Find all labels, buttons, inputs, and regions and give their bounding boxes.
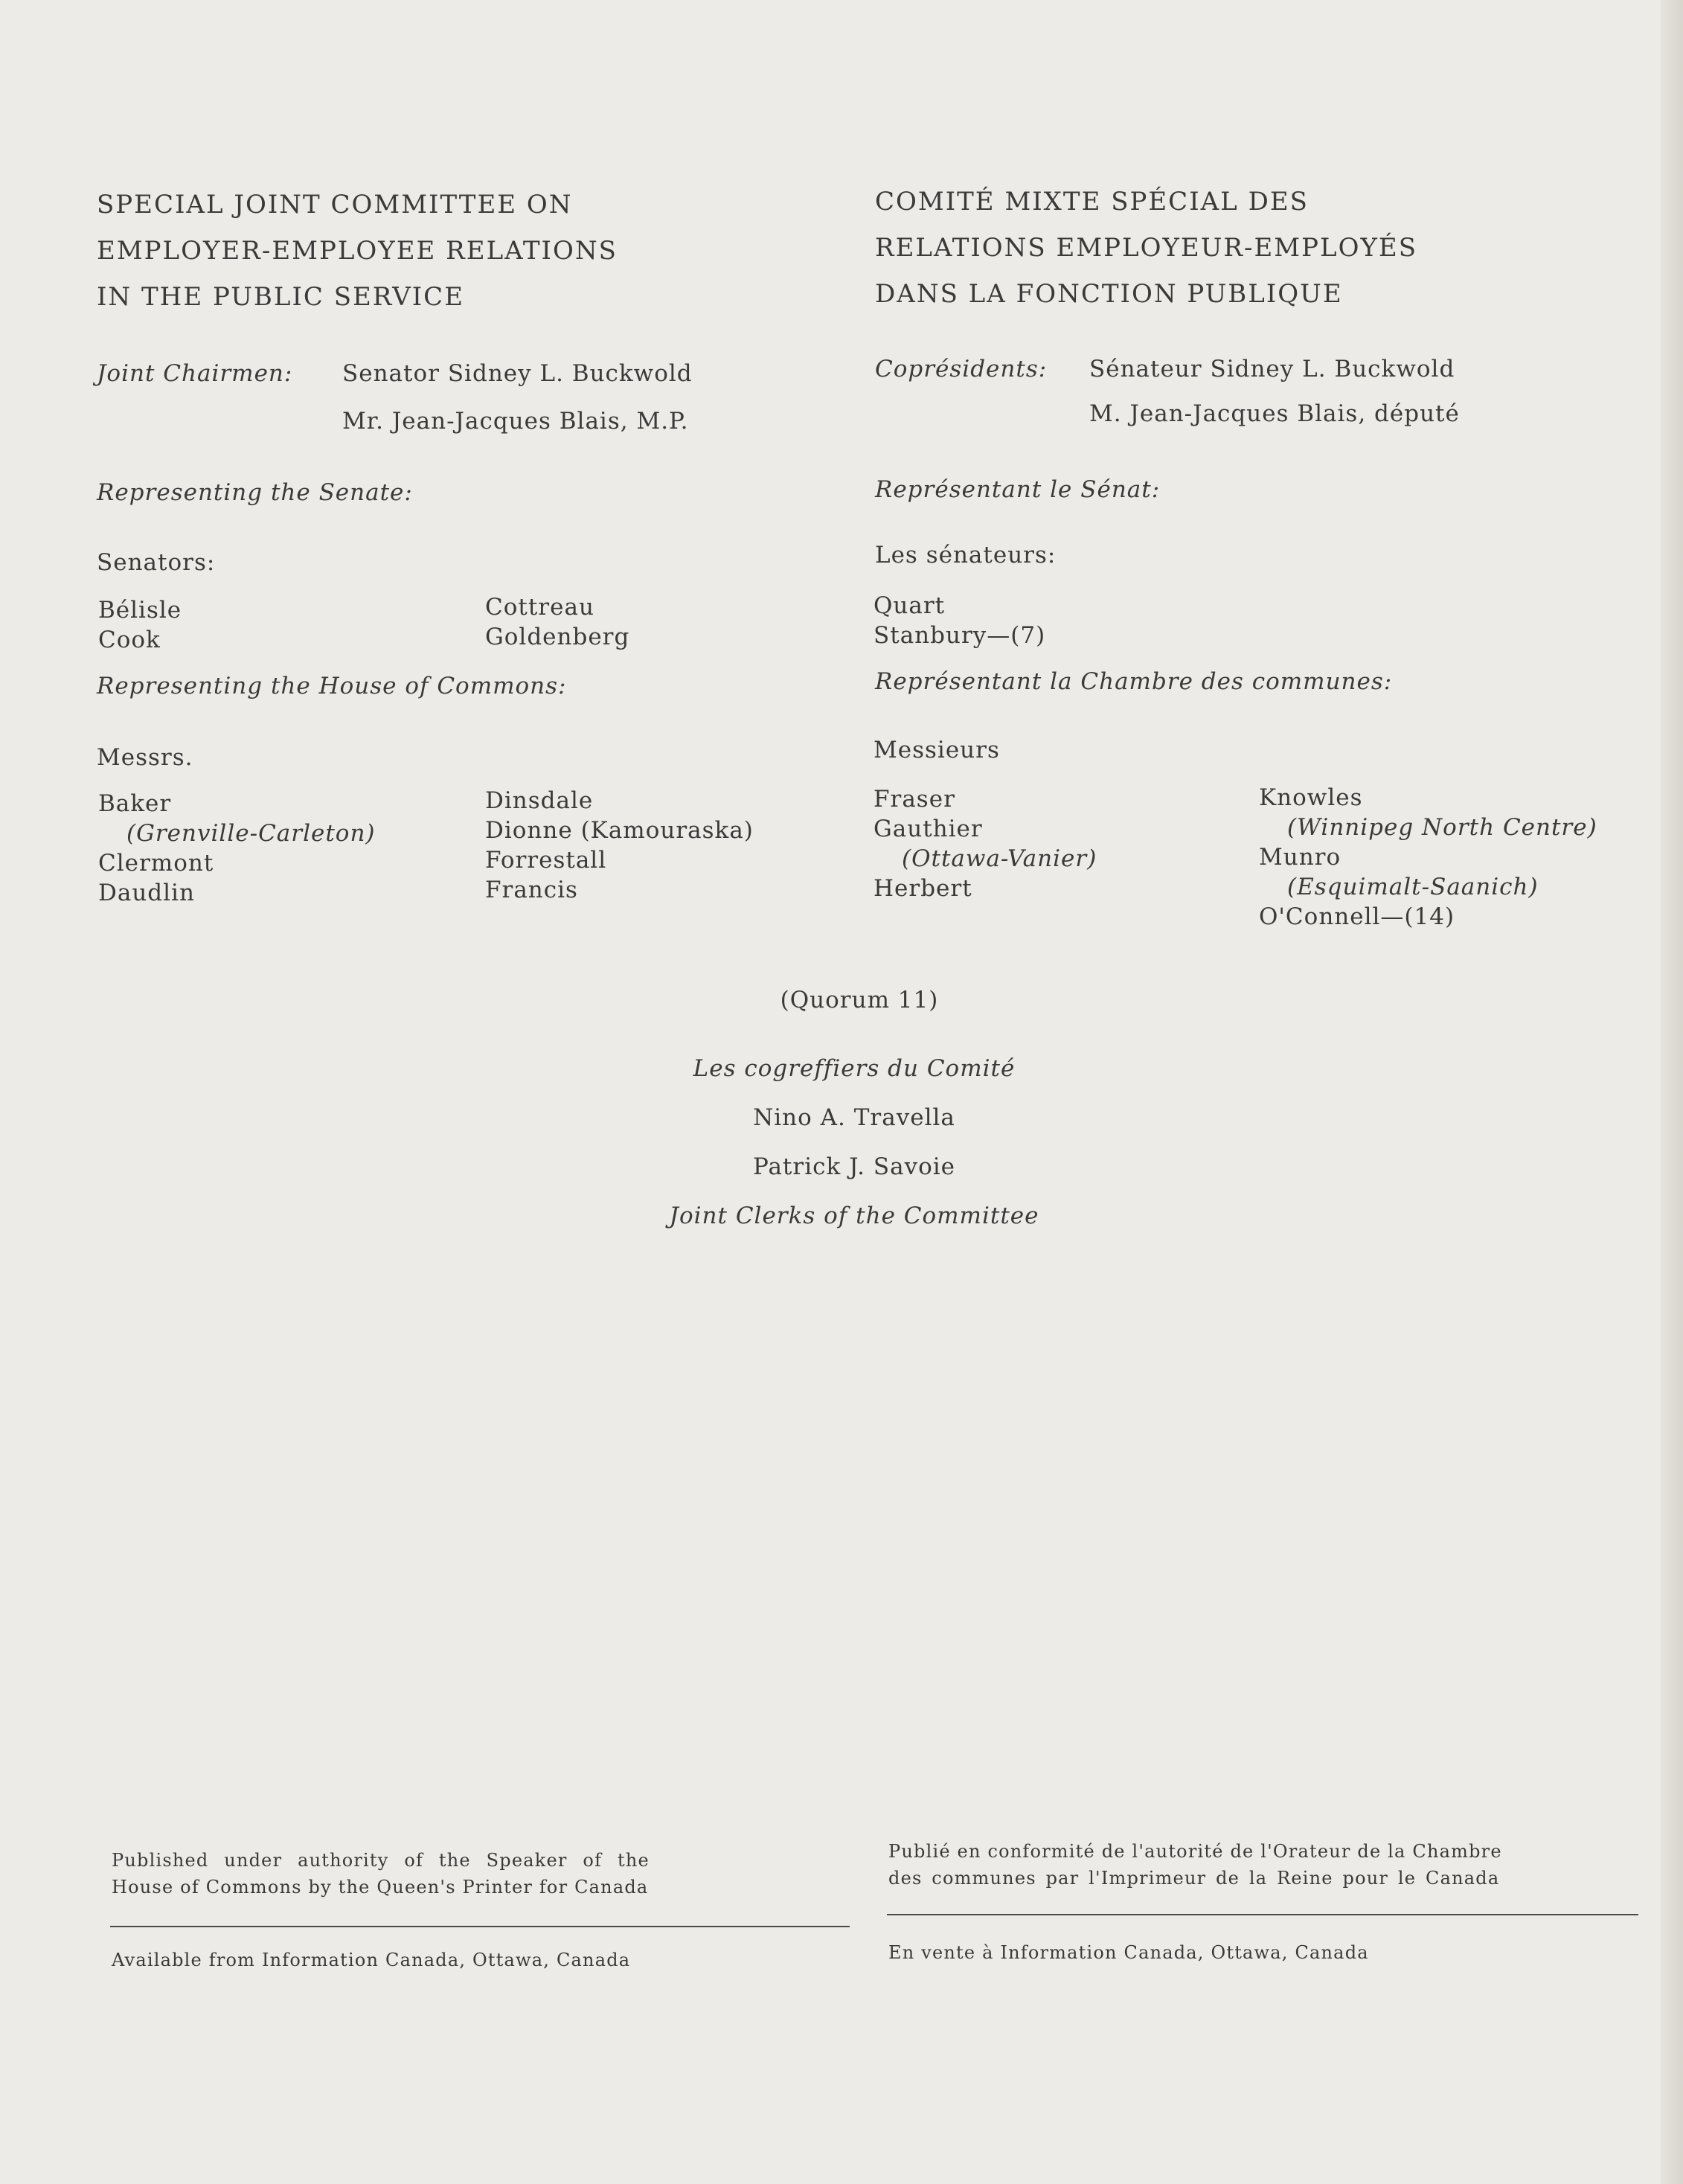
left-senators-col1 [98,595,182,655]
left-heading [97,182,618,320]
left-senate-label: Representing the Senate: [97,479,413,506]
list-item: Baker [98,790,172,817]
right-commons-label: Représentant la Chambre des communes: [875,668,1393,695]
list-item: Gauthier [873,816,983,842]
right-heading-line-2: RELATIONS EMPLOYEUR-EMPLOYÉS [875,233,1418,263]
left-published-line-1: Published under authority of the Speaker of the [112,1850,650,1871]
left-senators-label: Senators: [97,549,216,576]
list-item: Knowles [1259,784,1363,811]
list-item: O'Connell—(14) [1259,903,1455,930]
right-senators-col1 [873,591,1045,650]
list-item-riding: (Ottawa-Vanier) [902,845,1097,872]
right-messrs-label: Messieurs [873,737,1000,763]
list-item: Quart [873,592,946,619]
left-published-note [112,1847,650,1900]
left-available-note: Available from Information Canada, Ottawa, Canada [112,1950,631,1970]
right-available-note: En vente à Information Canada, Ottawa, Canada [888,1942,1369,1963]
clerk-1: Nino A. Travella [753,1104,955,1131]
list-item: Clermont [98,850,214,877]
left-footer-divider [110,1926,850,1927]
right-heading [875,179,1417,317]
right-chair-1: Sénateur Sidney L. Buckwold [1089,356,1455,382]
clerks-label-fr: Les cogreffiers du Comité [693,1055,1016,1082]
left-chair-1: Senator Sidney L. Buckwold [342,360,693,387]
left-commons-label: Representing the House of Commons: [97,673,567,699]
clerk-2: Patrick J. Savoie [752,1153,956,1180]
right-footer-divider [887,1914,1638,1915]
left-heading-line-1: SPECIAL JOINT COMMITTEE ON [97,190,573,220]
left-senators-col2 [485,592,629,652]
list-item-riding: (Grenville-Carleton) [126,820,376,847]
right-commons-col2 [1259,783,1597,932]
right-published-line-1: Publié en conformité de l'autorité de l'Orateur de la Chambre [888,1841,1502,1862]
left-heading-line-2: EMPLOYER-EMPLOYEE RELATIONS [97,236,618,266]
right-commons-col1 [873,784,1097,903]
list-item: Dionne (Kamouraska) [485,817,754,844]
right-heading-line-3: DANS LA FONCTION PUBLIQUE [875,279,1343,309]
left-chairmen-label: Joint Chairmen: [97,360,293,387]
right-chair-2: M. Jean-Jacques Blais, député [1089,400,1460,427]
list-item: Cottreau [485,594,594,621]
list-item-riding: (Winnipeg North Centre) [1287,814,1597,841]
list-item: Bélisle [98,597,182,624]
clerks-label-en: Joint Clerks of the Committee [669,1203,1039,1229]
list-item: Goldenberg [485,624,630,650]
page-edge-shadow [1661,0,1683,2184]
right-senate-label: Représentant le Sénat: [875,476,1161,503]
list-item: Forrestall [485,847,607,874]
list-item: Fraser [873,786,955,813]
list-item: Herbert [873,875,972,902]
right-published-note [888,1838,1502,1892]
list-item: Cook [98,627,161,653]
quorum: (Quorum 11) [780,987,939,1013]
list-item: Munro [1259,844,1341,871]
right-chairmen-label: Coprésidents: [875,356,1048,382]
left-chair-2: Mr. Jean-Jacques Blais, M.P. [342,408,689,435]
left-published-line-2: House of Commons by the Queen's Printer for Canada [112,1877,649,1898]
list-item: Francis [485,877,578,903]
list-item-riding: (Esquimalt-Saanich) [1287,874,1539,900]
right-published-line-2: des communes par l'Imprimeur de la Reine pour le Canada [888,1868,1500,1889]
right-senators-label: Les sénateurs: [875,542,1057,569]
list-item: Stanbury—(7) [873,622,1046,649]
left-heading-line-3: IN THE PUBLIC SERVICE [97,282,465,312]
left-commons-col2 [485,786,754,905]
left-messrs-label: Messrs. [97,744,193,771]
left-commons-col1 [98,789,376,908]
list-item: Dinsdale [485,787,594,814]
right-heading-line-1: COMITÉ MIXTE SPÉCIAL DES [875,187,1309,217]
list-item: Daudlin [98,880,195,906]
